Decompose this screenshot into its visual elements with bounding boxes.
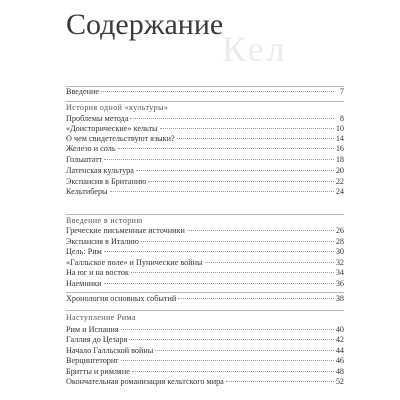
toc-entry-label: «Доисторические» кельты (66, 124, 158, 133)
toc-entry-label: Цель: Рим (66, 247, 102, 256)
toc-entry[interactable] (66, 279, 344, 289)
section-heading: Наступление Рима (66, 313, 136, 322)
divider (66, 214, 344, 215)
toc-entry[interactable] (66, 258, 344, 268)
toc-entry-page: 30 (335, 247, 344, 256)
toc-entry-page: 20 (335, 166, 344, 175)
dot-leader (129, 339, 334, 340)
toc-entry-page: 28 (335, 237, 344, 246)
dot-leader (160, 128, 334, 129)
dot-leader (130, 118, 334, 119)
toc-entry-label: Кельтиберы (66, 187, 108, 196)
toc-entry-label: Начало Галльской войны (66, 346, 154, 355)
toc-entry-label: «Галльское поле» и Пунические войны (66, 258, 203, 267)
toc-entry-page: 14 (335, 134, 344, 143)
toc-entry-label: На юг и на восток (66, 268, 129, 277)
divider (66, 292, 344, 293)
divider (66, 101, 344, 102)
toc-entry-page: 8 (339, 114, 344, 123)
toc-entry-page: 40 (335, 325, 344, 334)
toc-entry-page: 7 (339, 87, 344, 96)
dot-leader (121, 329, 334, 330)
toc-entry-chronology[interactable] (66, 294, 344, 304)
toc-entry-page: 42 (335, 335, 344, 344)
toc-entry-page: 22 (335, 177, 344, 186)
dot-leader (155, 350, 334, 351)
dot-leader (205, 262, 334, 263)
section-heading: История одной «культуры» (66, 103, 169, 112)
toc-entry[interactable] (66, 177, 344, 187)
dot-leader (226, 381, 334, 382)
divider (66, 310, 344, 311)
dot-leader (110, 191, 334, 192)
dot-leader (148, 181, 333, 182)
toc-entry-page: 16 (335, 144, 344, 153)
dot-leader (187, 230, 334, 231)
background-title-watermark: Кел (222, 29, 288, 69)
toc-entry-label: Наемники (66, 279, 102, 288)
toc-entry[interactable] (66, 226, 344, 236)
toc-entry-label: Бритты и римляне (66, 367, 130, 376)
toc-entry-page: 24 (335, 187, 344, 196)
toc-entry[interactable] (66, 134, 344, 144)
toc-entry-label: О чем свидетельствуют языки? (66, 134, 175, 143)
toc-entry-label: Латенская культура (66, 166, 134, 175)
toc-entry[interactable] (66, 155, 344, 165)
dot-leader (178, 298, 334, 299)
toc-entry-page: 18 (335, 155, 344, 164)
toc-entry[interactable] (66, 346, 344, 356)
toc-entry-label: Верцингеториг (66, 356, 119, 365)
toc-entry-label: Хронология основных событий (66, 294, 177, 303)
toc-entry-page: 10 (335, 124, 344, 133)
dot-leader (177, 138, 334, 139)
dot-leader (101, 91, 334, 92)
toc-entry-page: 34 (335, 268, 344, 277)
page-title: Содержание (66, 8, 224, 41)
toc-entry-page: 38 (335, 294, 344, 303)
toc-entry-label: Гольштатт (66, 155, 103, 164)
toc-entry-intro[interactable] (66, 87, 344, 97)
toc-entry-page: 44 (335, 346, 344, 355)
toc-entry-label: Экспансия в Британию (66, 177, 147, 186)
toc-entry-label: Введение (66, 87, 100, 96)
toc-entry-label: Экспансия в Италию (66, 237, 139, 246)
toc-entry[interactable] (66, 377, 344, 387)
toc-entry[interactable] (66, 268, 344, 278)
toc-entry-page: 46 (335, 356, 344, 365)
toc-entry[interactable] (66, 124, 344, 134)
dot-leader (132, 371, 334, 372)
dot-leader (136, 170, 334, 171)
dot-leader (104, 251, 334, 252)
toc-entry-label: Проблемы метода (66, 114, 129, 123)
toc-entry[interactable] (66, 237, 344, 247)
dot-leader (131, 272, 334, 273)
toc-entry[interactable] (66, 144, 344, 154)
toc-entry-label: Железо и соль (66, 144, 116, 153)
toc-entry-label: Окончательная романизация кельтского мира (66, 377, 224, 386)
dot-leader (104, 283, 334, 284)
toc-entry-page: 26 (335, 226, 344, 235)
toc-entry-label: Рим и Испания (66, 325, 119, 334)
toc-entry[interactable] (66, 335, 344, 345)
toc-entry-page: 32 (335, 258, 344, 267)
toc-entry-page: 48 (335, 367, 344, 376)
toc-entry[interactable] (66, 247, 344, 257)
toc-entry-label: Галлия до Цезаря (66, 335, 128, 344)
toc-entry-page: 52 (335, 377, 344, 386)
dot-leader (141, 241, 334, 242)
toc-entry-label: Греческие письменные источники (66, 226, 185, 235)
toc-entry[interactable] (66, 114, 344, 124)
section-heading: Введение в историю (66, 216, 143, 225)
toc-entry[interactable] (66, 187, 344, 197)
toc-entry[interactable] (66, 325, 344, 335)
toc-entry[interactable] (66, 367, 344, 377)
dot-leader (121, 360, 334, 361)
toc-entry[interactable] (66, 356, 344, 366)
toc-entry[interactable] (66, 166, 344, 176)
dot-leader (118, 148, 334, 149)
toc-entry-page: 36 (335, 279, 344, 288)
dot-leader (104, 159, 333, 160)
